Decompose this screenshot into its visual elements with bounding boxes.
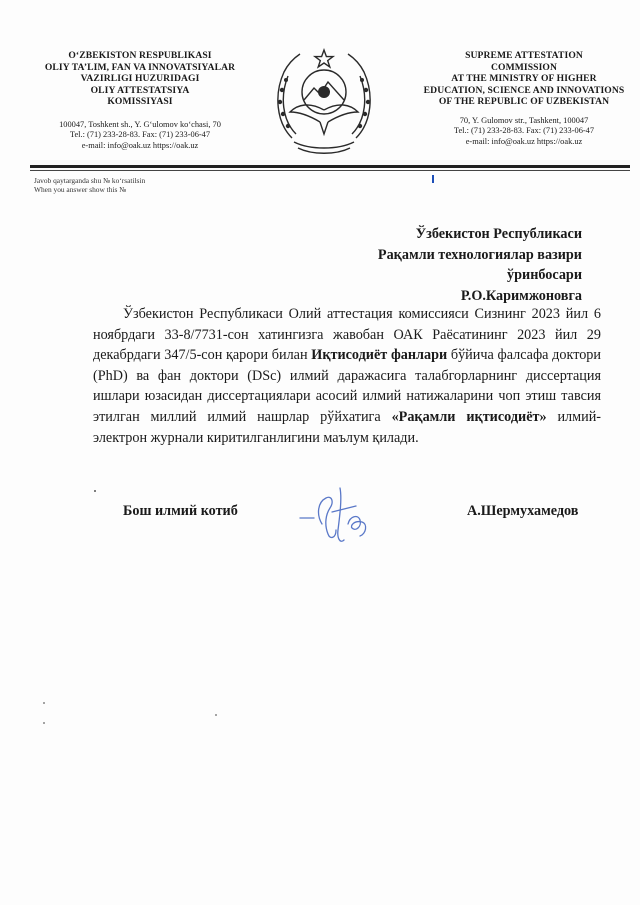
org-line: AT THE MINISTRY OF HIGHER <box>451 73 597 85</box>
org-name-uz <box>20 50 260 108</box>
org-line: O‘ZBEKISTON RESPUBLIKASI <box>68 50 212 61</box>
signer-name: А.Шермухамедов <box>467 503 579 519</box>
addressee-line: Ўзбекистон Республикаси <box>415 226 582 242</box>
handwritten-signature-icon <box>296 484 386 550</box>
email-line: e-mail: info@oak.uz https://oak.uz <box>81 140 199 150</box>
header-divider-thick <box>30 165 630 168</box>
org-name-en <box>418 50 630 108</box>
contact-en <box>418 116 630 147</box>
body-text: Ўзбекистон Республикаси Олий аттестация комиссияси Сизнинг 2023 йил 6 ноябрдаги 33-8/7731-сон хатингизга жавобан ОАК Раёсатининг 2023 йил 29 декабрдаги 347/5-сон қарори билан <box>93 306 601 364</box>
reply-note-en: When you answer show this № <box>34 185 127 195</box>
org-line: SUPREME ATTESTATION <box>465 50 583 61</box>
body-paragraph <box>93 304 601 448</box>
org-line: KOMISSIYASI <box>107 96 173 108</box>
phone-line: Tel.: (71) 233-28-83. Fax: (71) 233-06-47 <box>453 126 595 136</box>
letter-body <box>93 304 601 448</box>
org-line: COMMISSION <box>490 61 558 73</box>
scan-speck <box>215 714 217 716</box>
org-line: OLIY TA’LIM, FAN VA INNOVATSIYALAR <box>44 61 236 73</box>
stray-dot <box>94 490 96 492</box>
email-line: e-mail: info@oak.uz https://oak.uz <box>465 136 583 146</box>
reply-note-uz: Javob qaytarganda shu № ko‘rsatilsin <box>34 176 146 185</box>
addressee-line: Рақамли технологиялар вазири <box>377 246 582 263</box>
org-line: EDUCATION, SCIENCE AND INNOVATIONS <box>423 84 625 96</box>
uzbekistan-state-emblem-icon <box>270 42 378 160</box>
ink-mark <box>432 175 434 183</box>
header-divider-thin <box>30 170 630 171</box>
body-bold-journal: «Рақамли иқтисодиёт» <box>391 408 547 425</box>
header-left <box>20 50 260 151</box>
body-text: бўйича фалсафа доктори (PhD) ва фан доктори (DSc) илмий даражасига талабгорларнинг диссертация ишлари юзасидан диссертациялари асосий илмий натижаларини чоп этиш тавсия этилган миллий илмий нашрлар рўйхатига <box>93 347 601 425</box>
address-line: 70, Y. Gulomov str., Tashkent, 100047 <box>459 115 589 125</box>
signer-role: Бош илмий котиб <box>123 503 238 519</box>
org-line: OF THE REPUBLIC OF UZBEKISTAN <box>438 96 610 108</box>
org-line: OLIY ATTESTATSIYA <box>90 84 190 96</box>
addressee <box>378 224 582 306</box>
org-line: VAZIRLIGI HUZURIDAGI <box>80 73 200 85</box>
header-right <box>418 50 630 147</box>
body-text: илмий-электрон журнали киритилганлигини маълум қилади. <box>93 408 602 446</box>
address-line: 100047, Toshkent sh., Y. G‘ulomov ko‘chasi, 70 <box>59 119 221 129</box>
phone-line: Tel.: (71) 233-28-83. Fax: (71) 233-06-47 <box>69 130 211 140</box>
scan-speck <box>43 722 45 724</box>
body-bold-field: Иқтисодиёт фанлари <box>311 347 448 364</box>
addressee-line: ўринбосари <box>507 267 582 284</box>
scan-speck <box>43 702 45 704</box>
contact-uz <box>20 120 260 151</box>
reply-note <box>34 176 145 194</box>
addressee-line: Р.О.Каримжоновга <box>460 287 582 304</box>
